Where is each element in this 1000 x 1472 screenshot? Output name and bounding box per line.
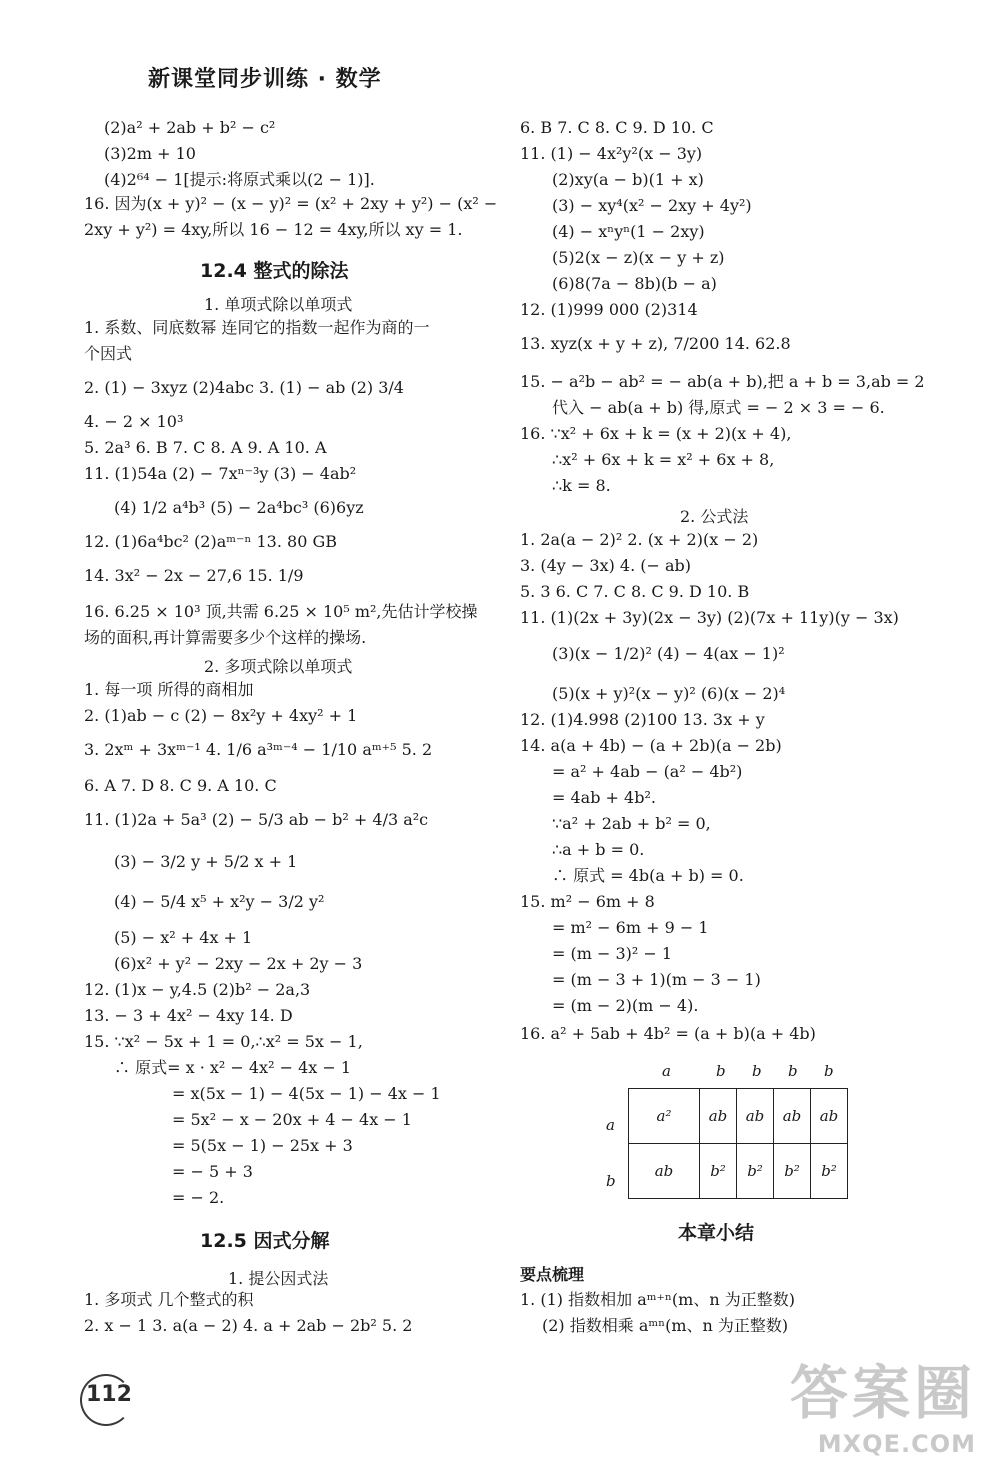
answer-line: = 5(5x − 1) − 25x + 3 — [172, 1136, 353, 1155]
answer-line: 13. xyz(x + y + z), 7/200 14. 62.8 — [520, 334, 791, 353]
answer-line: 1. 2a(a − 2)² 2. (x + 2)(x − 2) — [520, 530, 759, 549]
answer-line: ∵a² + 2ab + b² = 0, — [552, 814, 711, 833]
answer-line: (4)2⁶⁴ − 1[提示:将原式乘以(2 − 1)]. — [104, 170, 375, 189]
answer-line: 14. 3x² − 2x − 27,6 15. 1/9 — [84, 566, 304, 585]
answer-line: 场的面积,再计算需要多少个这样的操场. — [84, 628, 367, 647]
subsection-title: 1. 单项式除以单项式 — [204, 295, 353, 314]
answer-line: (4) − xⁿyⁿ(1 − 2xy) — [552, 222, 705, 241]
figure-row — [629, 1144, 848, 1199]
answer-line: (3)(x − 1/2)² (4) − 4(ax − 1)² — [552, 644, 785, 663]
answer-line: = 4ab + 4b². — [552, 788, 656, 807]
answer-line: (2)xy(a − b)(1 + x) — [552, 170, 704, 189]
figure-col-label: b — [824, 1062, 834, 1080]
figure-col-label: b — [752, 1062, 762, 1080]
answer-line: 16. 因为(x + y)² − (x − y)² = (x² + 2xy + y²) − (x² − — [84, 194, 498, 213]
answer-line: = m² − 6m + 9 − 1 — [552, 918, 709, 937]
answer-line: = (m − 3 + 1)(m − 3 − 1) — [552, 970, 761, 989]
answer-line: 2. (1) − 3xyz (2)4abc 3. (1) − ab (2) 3/4 — [84, 378, 404, 397]
subsection-title: 2. 多项式除以单项式 — [204, 657, 353, 676]
figure-cell: b² — [774, 1144, 811, 1199]
answer-line: 11. (1)54a (2) − 7xⁿ⁻³y (3) − 4ab² — [84, 464, 357, 483]
answer-line: 15. ∵x² − 5x + 1 = 0,∴x² = 5x − 1, — [84, 1032, 363, 1051]
answer-line: ∴a + b = 0. — [552, 840, 645, 859]
answer-line: 15. − a²b − ab² = − ab(a + b),把 a + b = 3,ab = 2 — [520, 372, 925, 391]
section-title-12-5: 12.5 因式分解 — [200, 1230, 330, 1252]
figure-col-label: b — [716, 1062, 726, 1080]
answer-line: 个因式 — [84, 344, 133, 363]
answer-line: (3) − 3/2 y + 5/2 x + 1 — [114, 852, 298, 871]
answer-line: (5)(x + y)²(x − y)² (6)(x − 2)⁴ — [552, 684, 786, 703]
watermark-url: MXQE.COM — [817, 1430, 976, 1458]
answer-line: = 5x² − x − 20x + 4 − 4x − 1 — [172, 1110, 412, 1129]
answer-line: ∴ 原式 = 4b(a + b) = 0. — [552, 866, 744, 885]
figure-row-label: a — [606, 1116, 615, 1134]
answer-line: 3. 2xᵐ + 3xᵐ⁻¹ 4. 1/6 a³ᵐ⁻⁴ − 1/10 aᵐ⁺⁵ 5. 2 — [84, 740, 433, 759]
section-title-12-4: 12.4 整式的除法 — [200, 260, 349, 282]
figure-cell: a² — [629, 1089, 700, 1144]
answer-line: 14. a(a + 4b) − (a + 2b)(a − 2b) — [520, 736, 782, 755]
answer-line: (3) − xy⁴(x² − 2xy + 4y²) — [552, 196, 752, 215]
answer-line: 12. (1)x − y,4.5 (2)b² − 2a,3 — [84, 980, 311, 999]
answer-line: 1. 多项式 几个整式的积 — [84, 1290, 254, 1309]
answer-line: ∴ 原式= x · x² − 4x² − 4x − 1 — [114, 1058, 352, 1077]
answer-line: (6)8(7a − 8b)(b − a) — [552, 274, 717, 293]
answer-line: 11. (1)(2x + 3y)(2x − 3y) (2)(7x + 11y)(y − 3x) — [520, 608, 899, 627]
answer-line: 11. (1) − 4x²y²(x − 3y) — [520, 144, 703, 163]
answer-line: 2xy + y²) = 4xy,所以 16 − 12 = 4xy,所以 xy = 1. — [84, 220, 463, 239]
figure-row — [629, 1089, 848, 1144]
answer-line: = x(5x − 1) − 4(5x − 1) − 4x − 1 — [172, 1084, 441, 1103]
figure-cell: ab — [737, 1089, 774, 1144]
answer-line: = (m − 3)² − 1 — [552, 944, 673, 963]
answer-line: (3)2m + 10 — [104, 144, 196, 163]
answer-line: (2)a² + 2ab + b² − c² — [104, 118, 276, 137]
answer-line: = (m − 2)(m − 4). — [552, 996, 699, 1015]
figure-cell: b² — [700, 1144, 737, 1199]
answer-line: 11. (1)2a + 5a³ (2) − 5/3 ab − b² + 4/3 a²c — [84, 810, 429, 829]
answer-line: 12. (1)4.998 (2)100 13. 3x + y — [520, 710, 765, 729]
answer-line: 15. m² − 6m + 8 — [520, 892, 655, 911]
answer-line: 1. (1) 指数相加 aᵐ⁺ⁿ(m、n 为正整数) — [520, 1290, 795, 1309]
watermark — [790, 1346, 976, 1458]
answer-line: 6. B 7. C 8. C 9. D 10. C — [520, 118, 714, 137]
figure-col-label: b — [788, 1062, 798, 1080]
figure-cell: ab — [629, 1144, 700, 1199]
answer-line: = a² + 4ab − (a² − 4b²) — [552, 762, 743, 781]
subsection-title: 2. 公式法 — [680, 507, 749, 526]
answer-line: (2) 指数相乘 aᵐⁿ(m、n 为正整数) — [542, 1316, 789, 1335]
answer-line: ∴k = 8. — [552, 476, 611, 495]
answer-line: 16. ∵x² + 6x + k = (x + 2)(x + 4), — [520, 424, 792, 443]
figure-cell: ab — [811, 1089, 848, 1144]
watermark-text: 答案圈 — [789, 1359, 976, 1427]
answer-line: 5. 2a³ 6. B 7. C 8. A 9. A 10. A — [84, 438, 327, 457]
answer-line: 1. 每一项 所得的商相加 — [84, 680, 254, 699]
answer-line: 1. 系数、同底数幂 连同它的指数一起作为商的一 — [84, 318, 430, 337]
answer-line: 3. (4y − 3x) 4. (− ab) — [520, 556, 692, 575]
figure-cell: b² — [737, 1144, 774, 1199]
answer-line: 12. (1)6a⁴bc² (2)aᵐ⁻ⁿ 13. 80 GB — [84, 532, 338, 551]
figure-row-label: b — [606, 1172, 616, 1190]
answer-line: 16. 6.25 × 10³ 顶,共需 6.25 × 10⁵ m²,先估计学校操 — [84, 602, 478, 621]
answer-line: 6. A 7. D 8. C 9. A 10. C — [84, 776, 277, 795]
answer-line: ∴x² + 6x + k = x² + 6x + 8, — [552, 450, 775, 469]
running-head: 新课堂同步训练 · 数学 — [148, 67, 382, 92]
figure-cell: ab — [774, 1089, 811, 1144]
answer-line: = − 2. — [172, 1188, 225, 1207]
answer-line: 12. (1)999 000 (2)314 — [520, 300, 698, 319]
answer-line: (4) 1/2 a⁴b³ (5) − 2a⁴bc³ (6)6yz — [114, 498, 364, 517]
answer-line: (5) − x² + 4x + 1 — [114, 928, 253, 947]
answer-line: 5. 3 6. C 7. C 8. C 9. D 10. B — [520, 582, 750, 601]
answer-line: 代入 − ab(a + b) 得,原式 = − 2 × 3 = − 6. — [552, 398, 885, 417]
answer-line: = − 5 + 3 — [172, 1162, 253, 1181]
answer-line: 16. a² + 5ab + 4b² = (a + b)(a + 4b) — [520, 1024, 816, 1043]
area-model-grid — [628, 1088, 848, 1199]
answer-line: 2. (1)ab − c (2) − 8x²y + 4xy² + 1 — [84, 706, 358, 725]
answer-line: 4. − 2 × 10³ — [84, 412, 184, 431]
subsection-title: 1. 提公因式法 — [228, 1269, 329, 1288]
figure-cell: ab — [700, 1089, 737, 1144]
page-number: 112 — [86, 1382, 132, 1407]
area-model-figure — [606, 1058, 856, 1208]
answer-line: (5)2(x − z)(x − y + z) — [552, 248, 725, 267]
figure-col-label: a — [662, 1062, 671, 1080]
answer-line: 13. − 3 + 4x² − 4xy 14. D — [84, 1006, 293, 1025]
chapter-summary-title: 本章小结 — [678, 1222, 755, 1244]
key-points-label: 要点梳理 — [520, 1265, 585, 1284]
answer-line: (4) − 5/4 x⁵ + x²y − 3/2 y² — [114, 892, 325, 911]
answer-line: (6)x² + y² − 2xy − 2x + 2y − 3 — [114, 954, 363, 973]
answer-line: 2. x − 1 3. a(a − 2) 4. a + 2ab − 2b² 5. 2 — [84, 1316, 413, 1335]
figure-cell: b² — [811, 1144, 848, 1199]
